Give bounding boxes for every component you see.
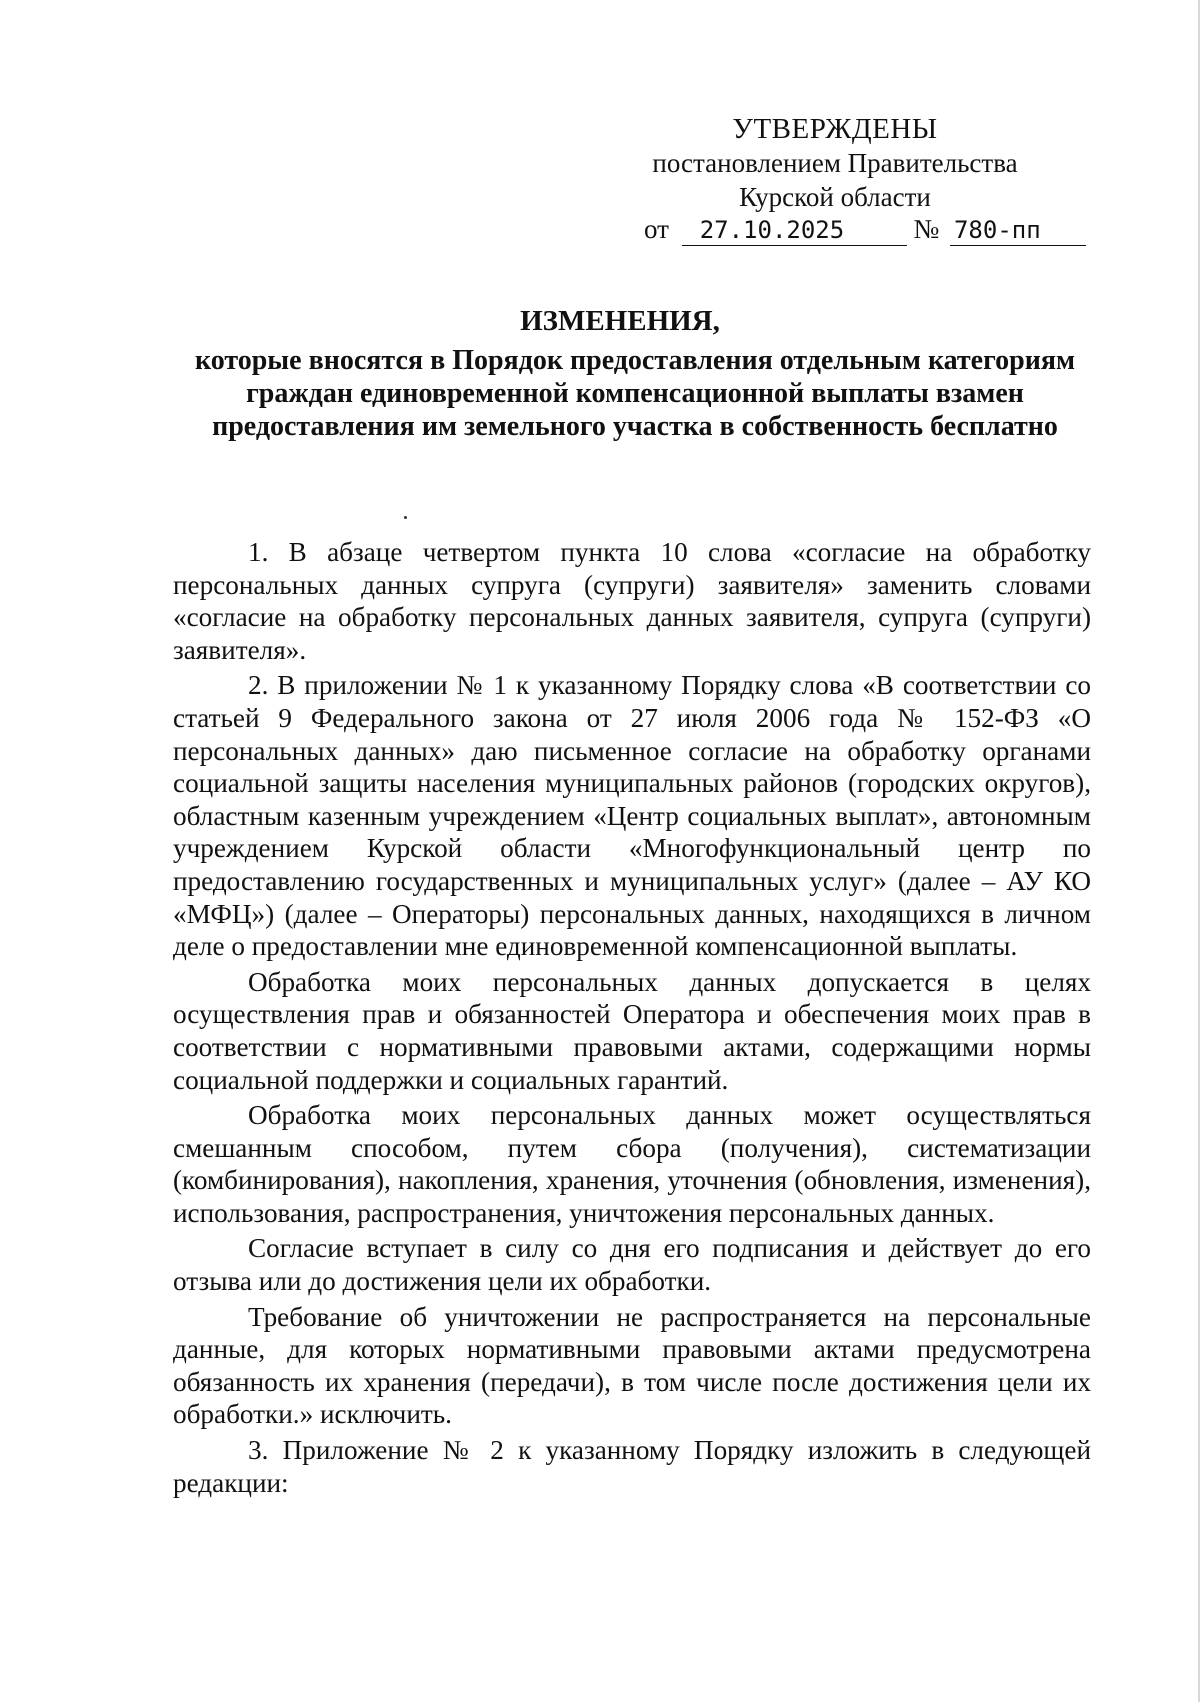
document-title: ИЗМЕНЕНИЯ, [520,305,720,337]
paragraph-1: 1. В абзаце четвертом пункта 10 слова «согласие на обработку персональных данных супруга (супруги) заявителя» заменить словами «согласие на обработку персональных данных заявителя, супруга (супруги) заявителя». [173,537,1091,665]
approval-block [600,112,1070,214]
number-prefix: № [913,214,940,244]
approval-date: 27.10.2025 [682,215,907,246]
document-title-block [160,305,1080,443]
paragraph-5: Согласие вступает в силу со дня его подписания и действует до его отзыва или до достижения цели их обработки. [173,1233,1091,1297]
paragraph-4: Обработка моих персональных данных может осуществляться смешанным способом, путем сбора (получения), систематизации (комбинирования), накопления, хранения, уточнения (обновления, изменения), использования, распространения, уничтожения персональных данных. [173,1100,1091,1228]
approval-number: 780-пп [950,215,1086,246]
scan-speck [404,516,407,519]
approval-heading: УТВЕРЖДЕНЫ [732,113,938,145]
paragraph-3: Обработка моих персональных данных допускается в целях осуществления прав и обязанностей Оператора и обеспечения моих прав в соответствии с нормативными правовыми актами, содержащими нормы социальной поддержки и социальных гарантий. [173,966,1091,1095]
approval-authority-line: постановлением Правительства [652,148,1018,178]
document-body [173,536,1091,1502]
document-subtitle: которые вносятся в Порядок предоставления отдельным категориям граждан единовременной компенсационной выплаты взамен предоставления им земельного участка в собственность бесплатно [194,345,1076,442]
paragraph-6: Требование об уничтожении не распространяется на персональные данные, для которых нормативными правовыми актами предусмотрена обязанность их хранения (передачи), в том числе после достижения цели их обработки.» исключить. [173,1301,1091,1430]
date-prefix: от [644,214,669,244]
approval-date-number-line [644,212,1086,246]
paragraph-7: 3. Приложение № 2 к указанному Порядку изложить в следующей редакции: [173,1435,1091,1498]
approval-region-line: Курской области [739,182,931,212]
paragraph-2: 2. В приложении № 1 к указанному Порядку слова «В соответствии со статьей 9 Федерального закона от 27 июля 2006 года № 152-ФЗ «О персональных данных» даю письменное согласие на обработку органами социальной защиты населения муниципальных районов (городских округов), областным казенным учреждением «Центр социальных выплат», автономным учреждением Курской области «Многофункциональный центр по предоставлению государственных и муниципальных услуг» (далее – АУ КО «МФЦ») (далее – Операторы) персональных данных, находящихся в личном деле о предоставлении мне единовременной компенсационной выплаты. [173,670,1091,962]
